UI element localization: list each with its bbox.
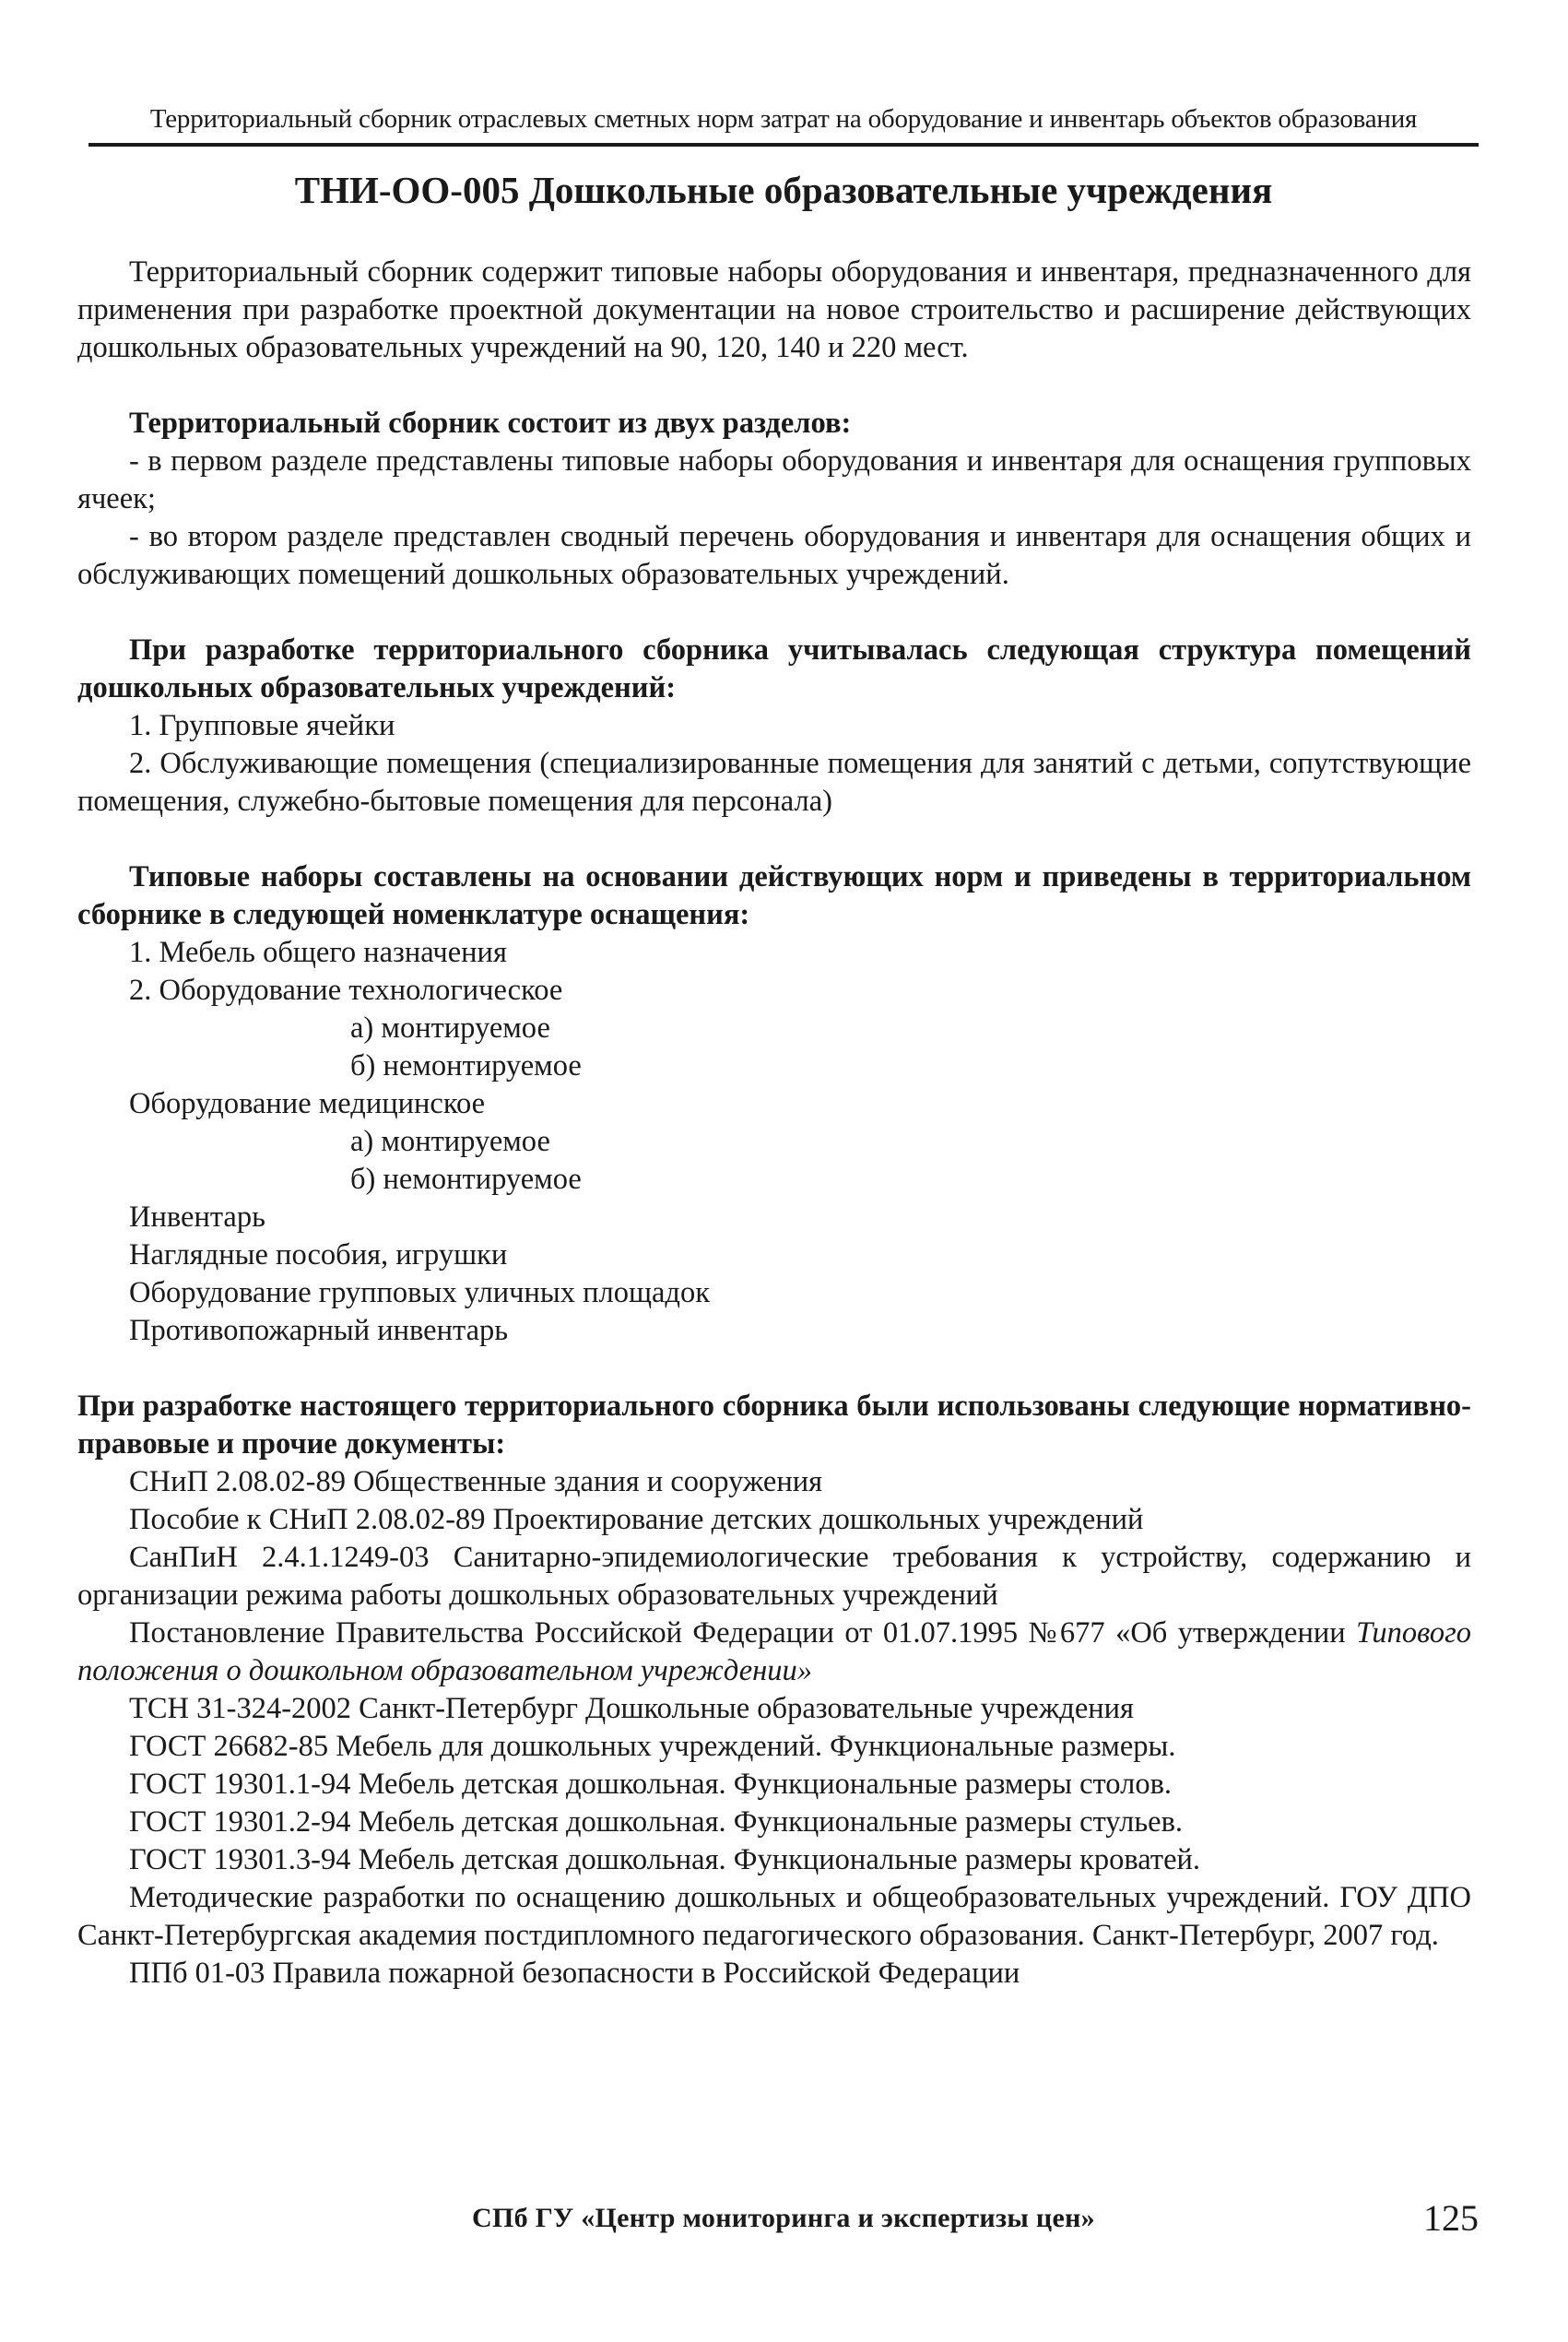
nomenclature-item-1: 1. Мебель общего назначения xyxy=(129,936,507,969)
paragraph-gap xyxy=(77,367,1471,405)
document-item: ГОСТ 26682-85 Мебель для дошкольных учреждений. Функциональные размеры. xyxy=(129,1730,1176,1763)
documents-block xyxy=(77,1388,1471,1993)
document-body xyxy=(77,254,1471,1993)
nomenclature-heading: Типовые наборы составлены на основании действующих норм и приведены в территориальном сборнике в следующей номенклатуре оснащения: xyxy=(77,860,1471,931)
paragraph-gap xyxy=(77,594,1471,632)
sections-item-2: - во втором разделе представлен сводный перечень оборудования и инвентаря для оснащения общих и обслуживающих помещений дошкольных образовательных учреждений. xyxy=(77,520,1471,591)
sections-heading: Территориальный сборник состоит из двух разделов: xyxy=(129,407,852,440)
paragraph-gap xyxy=(77,821,1471,858)
nomenclature-item-4: Инвентарь xyxy=(129,1201,265,1234)
nomenclature-item-3a: а) монтируемое xyxy=(350,1125,550,1158)
nomenclature-item-3b: б) немонтируемое xyxy=(350,1163,582,1196)
document-item xyxy=(77,1615,1471,1690)
document-title: ТНИ-ОО-005 Дошкольные образовательные учреждения xyxy=(294,169,1273,211)
document-item: ГОСТ 19301.2-94 Мебель детская дошкольная. Функциональные размеры стульев. xyxy=(129,1805,1184,1839)
page-footer xyxy=(88,2196,1479,2241)
nomenclature-item-6: Оборудование групповых уличных площадок xyxy=(129,1276,711,1309)
structure-heading: При разработке территориального сборника учитывалась следующая структура помещений дошкольных образовательных учреждений: xyxy=(77,633,1471,704)
documents-heading: При разработке настоящего территориального сборника были использованы следующие нормативно-правовые и прочие документы: xyxy=(77,1390,1471,1461)
document-item: Методические разработки по оснащению дошкольных и общеобразовательных учреждений. ГОУ ДПО Санкт-Петербургская академия постдипломного педагогического образования. Санкт-Петербург, 2007 год. xyxy=(77,1881,1471,1952)
sections-item-1: - в первом разделе представлены типовые наборы оборудования и инвентаря для оснащения групповых ячеек; xyxy=(77,444,1471,515)
document-item-italic-text: Типового положения о дошкольном образовательном учреждении» xyxy=(77,1616,1472,1687)
nomenclature-item-2b: б) немонтируемое xyxy=(350,1049,582,1082)
footer-organization: СПб ГУ «Центр мониторинга и экспертизы цен» xyxy=(472,2203,1095,2233)
document-item: Пособие к СНиП 2.08.02-89 Проектирование детских дошкольных учреждений xyxy=(129,1503,1144,1536)
intro-paragraph: Территориальный сборник содержит типовые наборы оборудования и инвентаря, предназначенного для применения при разработке проектной документации на новое строительство и расширение действующих дошкольных образовательных учреждений на 90, 120, 140 и 220 мест. xyxy=(77,255,1471,364)
nomenclature-item-7: Противопожарный инвентарь xyxy=(129,1314,509,1347)
header-divider xyxy=(88,143,1479,147)
structure-block xyxy=(77,632,1471,821)
nomenclature-item-5: Наглядные пособия, игрушки xyxy=(129,1238,508,1272)
running-header: Территориальный сборник отраслевых сметных норм затрат на оборудование и инвентарь объектов образования xyxy=(149,104,1418,134)
nomenclature-item-2: 2. Оборудование технологическое xyxy=(129,974,563,1007)
sections-block xyxy=(77,405,1471,594)
nomenclature-item-3: Оборудование медицинское xyxy=(129,1087,486,1120)
document-item: СНиП 2.08.02-89 Общественные здания и сооружения xyxy=(129,1465,823,1498)
document-item: ГОСТ 19301.3-94 Мебель детская дошкольная. Функциональные размеры кроватей. xyxy=(129,1843,1201,1876)
document-item: СанПиН 2.4.1.1249-03 Санитарно-эпидемиологические требования к устройству, содержанию и организации режима работы дошкольных образовательных учреждений xyxy=(77,1541,1471,1612)
nomenclature-block xyxy=(77,858,1471,1350)
page-number: 125 xyxy=(1423,2197,1479,2239)
document-item: ТСН 31-324-2002 Санкт-Петербург Дошкольные образовательные учреждения xyxy=(129,1692,1135,1725)
document-item: ППб 01-03 Правила пожарной безопасности в Российской Федерации xyxy=(129,1957,1020,1990)
structure-item-2: 2. Обслуживающие помещения (специализированные помещения для занятий с детьми, сопутствующие помещения, служебно-бытовые помещения для персонала) xyxy=(77,747,1471,818)
paragraph-gap xyxy=(77,1350,1471,1388)
nomenclature-item-2a: а) монтируемое xyxy=(350,1011,550,1045)
structure-item-1: 1. Групповые ячейки xyxy=(129,709,395,742)
document-item: ГОСТ 19301.1-94 Мебель детская дошкольная. Функциональные размеры столов. xyxy=(129,1768,1173,1801)
document-item-text: Постановление Правительства Российской Федерации от 01.07.1995 №677 «Об утверждении xyxy=(129,1616,1346,1650)
